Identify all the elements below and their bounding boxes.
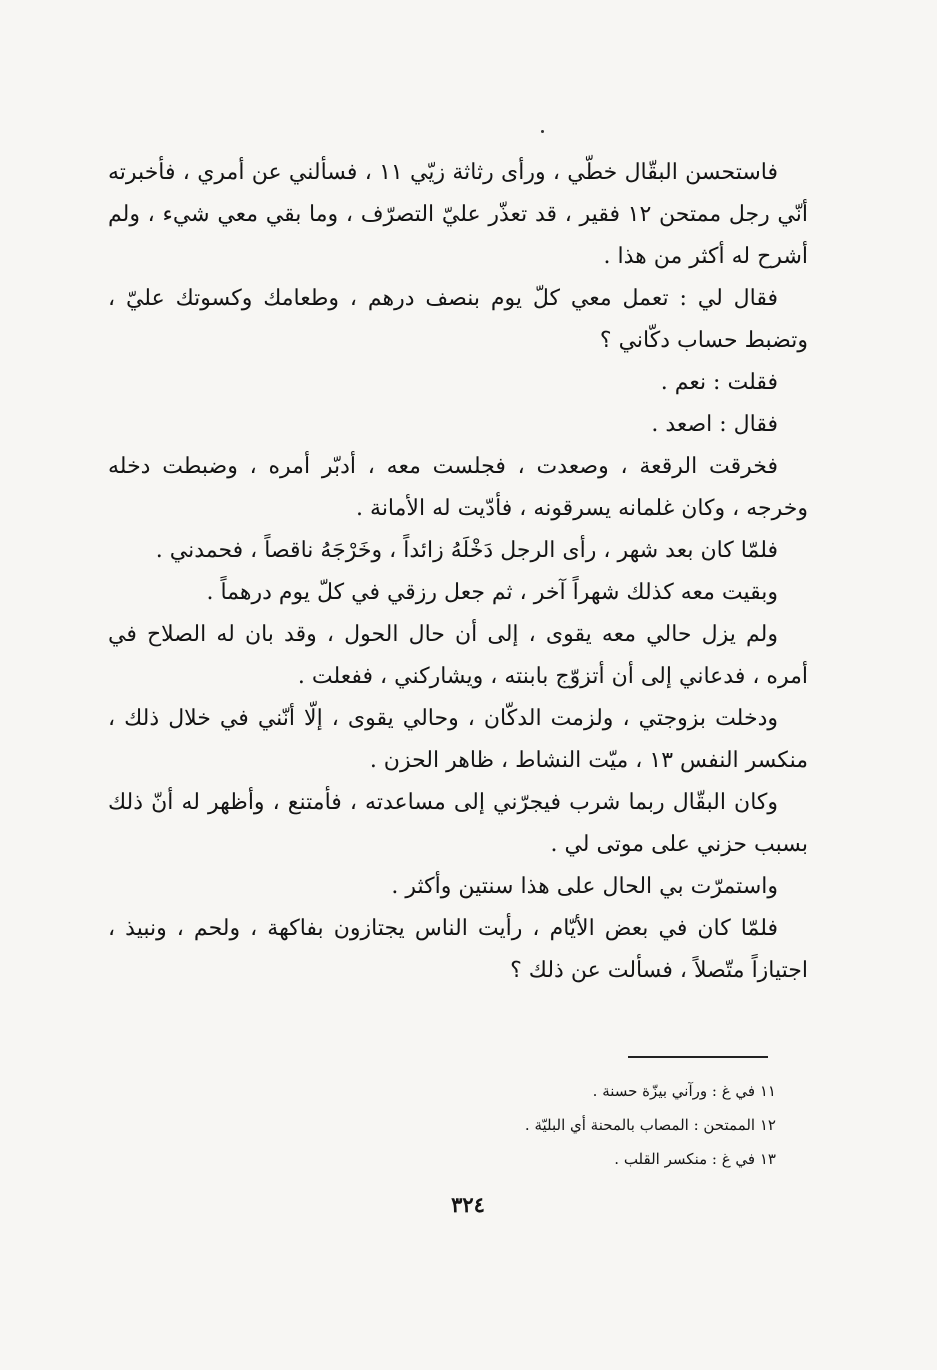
footnotes: [300, 1074, 776, 1176]
footnote-divider: [628, 1056, 768, 1058]
paragraph: وبقيت معه كذلك شهراً آخر ، ثم جعل رزقي في كلّ يوم درهماً .: [206, 580, 778, 605]
paragraph: فلمّا كان في بعض الأيّام ، رأيت الناس يجتازون بفاكهة ، ولحم ، ونبيذ ، اجتيازاً متّصلاً ، فسألت عن ذلك ؟: [108, 916, 808, 983]
page-number: ٣٢٤: [451, 1192, 485, 1217]
footnote: ١٣ في غ : منكسر القلب .: [614, 1150, 776, 1168]
paragraph: واستمرّت بي الحال على هذا سنتين وأكثر .: [391, 874, 778, 899]
paragraph: فقال : اصعد .: [651, 412, 778, 437]
footnote: ١١ في غ : ورآني بيزّة حسنة .: [592, 1082, 776, 1100]
footnote: ١٢ الممتحن : المصاب بالمحنة أي البليّة .: [524, 1116, 776, 1134]
paragraph: ودخلت بزوجتي ، ولزمت الدكّان ، وحالي يقوى ، إلّا أنّني في خلال ذلك ، منكسر النفس ١٣ ، ميّت النشاط ، ظاهر الحزن .: [108, 706, 808, 773]
paragraph: فخرقت الرقعة ، وصعدت ، فجلست معه ، أدبّر أمره ، وضبطت دخله وخرجه ، وكان غلمانه يسرقونه ، فأدّيت له الأمانة .: [108, 454, 808, 521]
ink-dot: [541, 130, 544, 133]
body-text: [108, 152, 808, 992]
paragraph: فقال لي : تعمل معي كلّ يوم بنصف درهم ، وطعامك وكسوتك عليّ ، وتضبط حساب دكّاني ؟: [108, 286, 808, 353]
paragraph: ولم يزل حالي معه يقوى ، إلى أن حال الحول ، وقد بان له الصلاح في أمره ، فدعاني إلى أن أتزوّج بابنته ، ويشاركني ، ففعلت .: [108, 622, 808, 689]
paragraph: فاستحسن البقّال خطّي ، ورأى رثاثة زيّي ١١ ، فسألني عن أمري ، فأخبرته أنّي رجل ممتحن ١٢ فقير ، قد تعذّر عليّ التصرّف ، وما بقي معي شيء ، ولم أشرح له أكثر من هذا .: [108, 160, 808, 269]
paragraph: وكان البقّال ربما شرب فيجرّني إلى مساعدته ، فأمتنع ، وأظهر له أنّ ذلك بسبب حزني على موتى لي .: [108, 790, 808, 857]
paragraph: فلمّا كان بعد شهر ، رأى الرجل دَخْلَهُ زائداً ، وخَرْجَهُ ناقصاً ، فحمدني .: [155, 538, 778, 563]
paragraph: فقلت : نعم .: [660, 370, 778, 395]
